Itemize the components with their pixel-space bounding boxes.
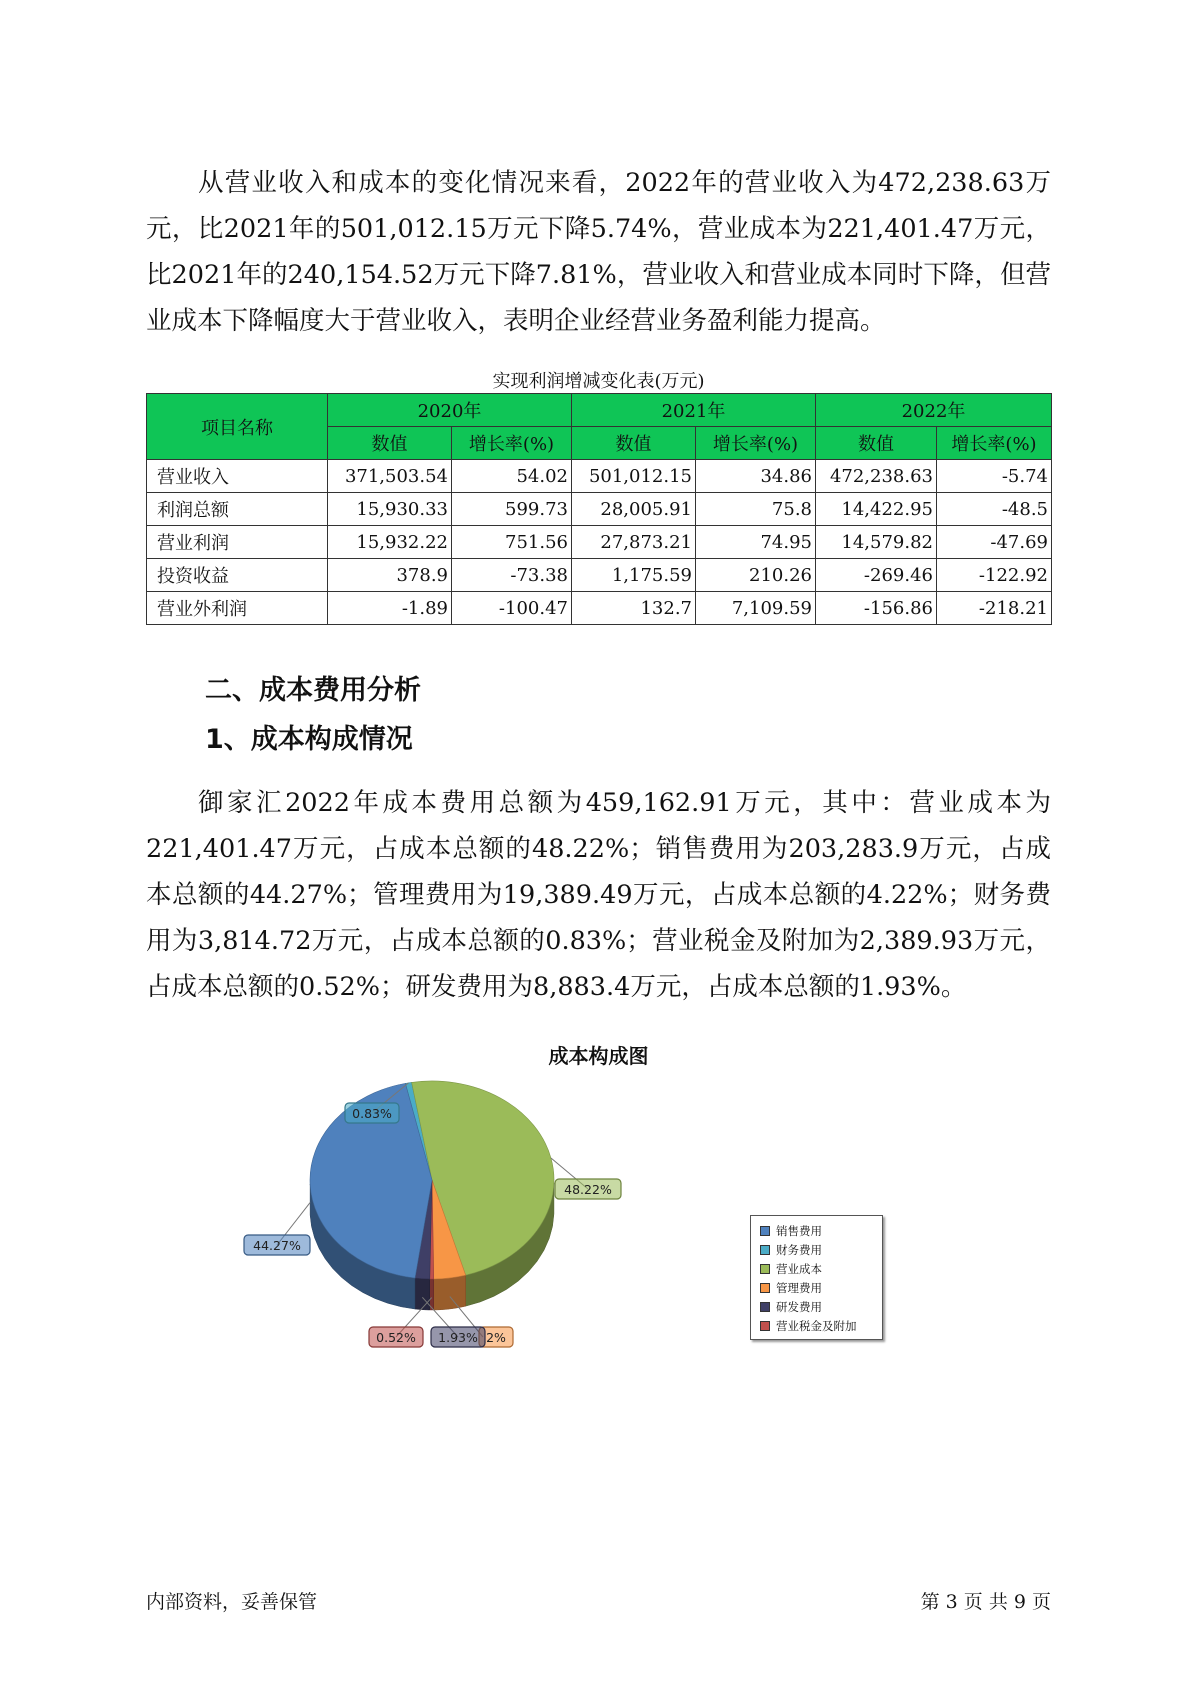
growth-header: 增长率(%) (696, 427, 816, 460)
legend-label: 销售费用 (776, 1223, 822, 1238)
table-cell: 15,930.33 (328, 493, 452, 526)
legend-swatch (760, 1302, 770, 1312)
year-header-2022: 2022年 (816, 394, 1052, 427)
legend-item (760, 1240, 882, 1259)
table-cell: -73.38 (452, 559, 572, 592)
data-label (345, 1103, 399, 1123)
data-label (244, 1235, 310, 1255)
svg-text:0.83%: 0.83% (352, 1106, 392, 1121)
legend-swatch (760, 1321, 770, 1331)
pie-slice-side (415, 1278, 430, 1310)
table-cell: 15,932.22 (328, 526, 452, 559)
svg-text:48.22%: 48.22% (564, 1182, 612, 1197)
svg-text:2%: 2% (486, 1330, 506, 1345)
value-header: 数值 (572, 427, 696, 460)
legend-swatch (760, 1226, 770, 1236)
table-cell: 378.9 (328, 559, 452, 592)
legend-item (760, 1316, 882, 1335)
sub-heading: 1、成本构成情况 (205, 724, 413, 755)
table-cell: 28,005.91 (572, 493, 696, 526)
legend-label: 管理费用 (776, 1280, 822, 1295)
table-cell: 74.95 (696, 526, 816, 559)
table-cell: -48.5 (937, 493, 1052, 526)
section-heading: 二、成本费用分析 (205, 675, 421, 706)
table-cell: 7,109.59 (696, 592, 816, 625)
svg-text:44.27%: 44.27% (253, 1238, 301, 1253)
table-cell: 27,873.21 (572, 526, 696, 559)
footer-confidential: 内部资料，妥善保管 (146, 1591, 318, 1613)
table-cell: 751.56 (452, 526, 572, 559)
intro-paragraph: 从营业收入和成本的变化情况来看，2022年的营业收入为472,238.63万元，比2021年的501,012.15万元下降5.74%，营业成本为221,401.47万元，比2021年的240,154.52万元下降7.81%，营业收入和营业成本同时下降，但营业成本下降幅度大于营业收入，表明企业经营业务盈利能力提高。 (146, 168, 1051, 336)
table-cell: -269.46 (816, 559, 937, 592)
chart-legend (750, 1215, 883, 1340)
row-item-name: 营业利润 (147, 526, 328, 559)
table-cell: 14,422.95 (816, 493, 937, 526)
legend-item (760, 1221, 882, 1240)
table-cell: 472,238.63 (816, 460, 937, 493)
pie-slice-side (434, 1275, 466, 1310)
table-cell: -156.86 (816, 592, 937, 625)
legend-item (760, 1278, 882, 1297)
chart-title: 成本构成图 (548, 1044, 649, 1068)
growth-header: 增长率(%) (452, 427, 572, 460)
legend-label: 研发费用 (776, 1299, 822, 1314)
data-label (555, 1179, 621, 1199)
data-label (369, 1327, 423, 1347)
data-label (431, 1327, 485, 1347)
table-cell: -100.47 (452, 592, 572, 625)
legend-swatch (760, 1283, 770, 1293)
svg-text:0.52%: 0.52% (376, 1330, 416, 1345)
row-item-name: 投资收益 (147, 559, 328, 592)
table-cell: -5.74 (937, 460, 1052, 493)
table-cell: 501,012.15 (572, 460, 696, 493)
year-header-2020: 2020年 (328, 394, 572, 427)
table-cell: -122.92 (937, 559, 1052, 592)
value-header: 数值 (328, 427, 452, 460)
table-title: 实现利润增减变化表(万元) (492, 371, 705, 392)
table-cell: 75.8 (696, 493, 816, 526)
table-cell: 599.73 (452, 493, 572, 526)
table-cell: 54.02 (452, 460, 572, 493)
table-cell: 132.7 (572, 592, 696, 625)
legend-label: 营业税金及附加 (776, 1318, 857, 1333)
row-item-name: 营业收入 (147, 460, 328, 493)
row-item-name: 营业外利润 (147, 592, 328, 625)
table-cell: 371,503.54 (328, 460, 452, 493)
cost-paragraph: 御家汇2022年成本费用总额为459,162.91万元，其中：营业成本为221,401.47万元，占成本总额的48.22%；销售费用为203,283.9万元，占成本总额的44.27%；管理费用为19,389.49万元，占成本总额的4.22%；财务费用为3,814.72万元，占成本总额的0.83%；营业税金及附加为2,389.93万元，占成本总额的0.52%；研发费用为8,883.4万元，占成本总额的1.93%。 (146, 788, 1051, 1002)
legend-swatch (760, 1264, 770, 1274)
legend-label: 营业成本 (776, 1261, 822, 1276)
svg-text:1.93%: 1.93% (438, 1330, 478, 1345)
table-cell: 14,579.82 (816, 526, 937, 559)
pie-slice-side (430, 1279, 434, 1310)
growth-header: 增长率(%) (937, 427, 1052, 460)
table-cell: -218.21 (937, 592, 1052, 625)
legend-label: 财务费用 (776, 1242, 822, 1257)
table-cell: -47.69 (937, 526, 1052, 559)
legend-item (760, 1259, 882, 1278)
table-cell: -1.89 (328, 592, 452, 625)
table-cell: 34.86 (696, 460, 816, 493)
page-number: 第 3 页 共 9 页 (920, 1591, 1051, 1613)
table-cell: 210.26 (696, 559, 816, 592)
legend-item (760, 1297, 882, 1316)
year-header-2021: 2021年 (572, 394, 816, 427)
table-cell: 1,175.59 (572, 559, 696, 592)
item-name-header: 项目名称 (147, 394, 328, 460)
value-header: 数值 (816, 427, 937, 460)
legend-swatch (760, 1245, 770, 1255)
row-item-name: 利润总额 (147, 493, 328, 526)
